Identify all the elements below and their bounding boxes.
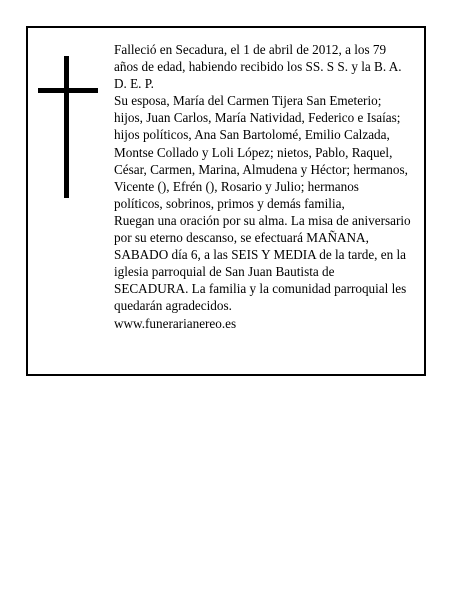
announcement-line: años de edad, habiendo recibido los SS. S S. y la B. A.	[114, 59, 402, 75]
funeral-home-website: www.funerarianereo.es	[114, 315, 237, 331]
latin-cross-icon	[38, 56, 98, 198]
obituary-text	[114, 41, 420, 332]
announcement-line: Falleció en Secadura, el 1 de abril de 2012, a los 79	[114, 42, 387, 57]
obituary-notice	[26, 26, 426, 376]
family-line: hijos, Juan Carlos, María Natividad, Federico e Isaías;	[114, 110, 401, 126]
cross-vertical-bar	[64, 56, 69, 198]
mass-line: por su eterno descanso, se efectuará MAÑANA,	[114, 230, 369, 246]
family-line: políticos, sobrinos, primos y demás familia,	[114, 195, 345, 211]
family-line: hijos políticos, Ana San Bartolomé, Emilio Calzada,	[114, 127, 390, 143]
family-line: Montse Collado y Loli López; nietos, Pablo, Raquel,	[114, 144, 393, 160]
mass-line: quedarán agradecidos.	[114, 298, 232, 314]
mass-line: iglesia parroquial de San Juan Bautista de	[114, 264, 335, 280]
mass-line: SECADURA. La familia y la comunidad parroquial les	[114, 281, 407, 297]
family-line: César, Carmen, Marina, Almudena y Héctor; hermanos,	[114, 161, 408, 177]
family-line: Su esposa, María del Carmen Tijera San Emeterio;	[114, 93, 382, 109]
family-line: Vicente (), Efrén (), Rosario y Julio; hermanos	[114, 178, 359, 194]
rip-line: D. E. P.	[114, 76, 154, 92]
mass-line: Ruegan una oración por su alma. La misa de aniversario	[114, 212, 411, 228]
cross-horizontal-bar	[38, 88, 98, 93]
mass-line: SABADO día 6, a las SEIS Y MEDIA de la tarde, en la	[114, 247, 407, 263]
